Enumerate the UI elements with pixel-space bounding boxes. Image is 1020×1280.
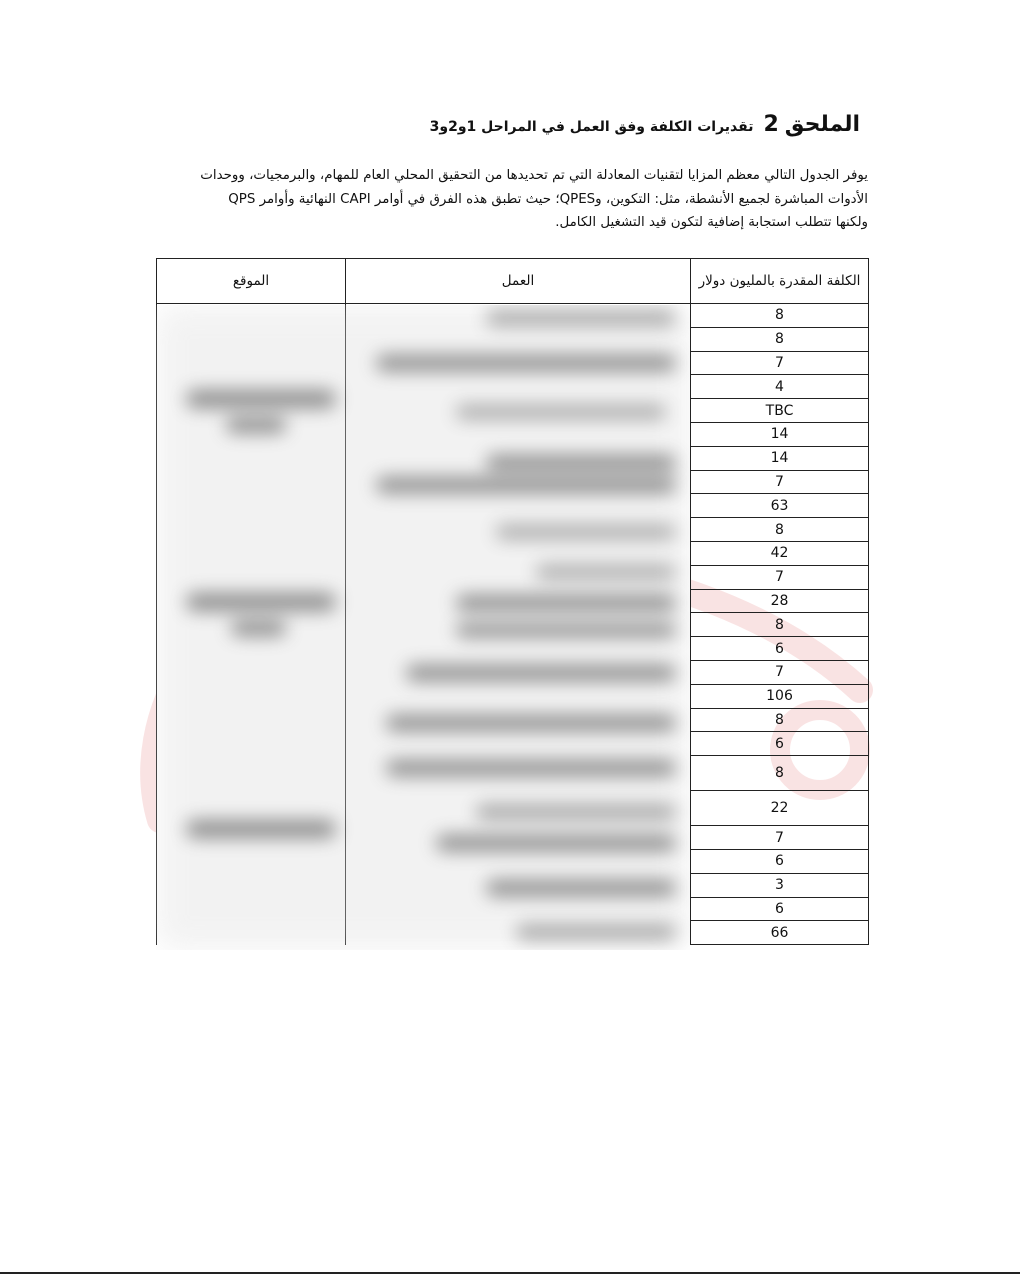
heading-label: الملحق	[784, 112, 860, 137]
cost-cell: 8	[691, 613, 869, 637]
heading-number: 2	[763, 112, 779, 137]
location-cell-redacted	[157, 304, 346, 945]
cost-cell: 8	[691, 708, 869, 732]
table-row	[157, 304, 869, 328]
cost-cell: 6	[691, 849, 869, 873]
intro-line: ولكنها تتطلب استجابة إضافية لتكون قيد التشغيل الكامل.	[555, 215, 868, 230]
cost-cell: 22	[691, 791, 869, 826]
cost-cell: 14	[691, 446, 869, 470]
cost-cell: 8	[691, 304, 869, 328]
cost-cell: 6	[691, 637, 869, 661]
cost-cell: 106	[691, 684, 869, 708]
page-title	[160, 112, 860, 137]
cost-cell: 7	[691, 470, 869, 494]
cost-cell: 8	[691, 756, 869, 791]
cost-cell: 7	[691, 660, 869, 684]
header-location: الموقع	[157, 259, 346, 304]
cost-cell: 8	[691, 327, 869, 351]
cost-cell: 7	[691, 565, 869, 589]
cost-cell: 14	[691, 422, 869, 446]
header-work: العمل	[346, 259, 691, 304]
bottom-edge-line	[0, 1272, 1020, 1274]
cost-cell: 8	[691, 518, 869, 542]
table-header-row	[157, 259, 869, 304]
cost-cell: 28	[691, 589, 869, 613]
cost-cell: TBC	[691, 399, 869, 423]
cost-cell: 42	[691, 541, 869, 565]
header-cost: الكلفة المقدرة بالمليون دولار	[691, 259, 869, 304]
cost-cell: 63	[691, 494, 869, 518]
cost-cell: 3	[691, 873, 869, 897]
intro-paragraph	[153, 164, 868, 235]
cost-cell: 7	[691, 826, 869, 850]
cost-cell: 6	[691, 732, 869, 756]
cost-cell: 7	[691, 351, 869, 375]
cost-estimates-table	[156, 258, 869, 945]
cost-cell: 66	[691, 921, 869, 945]
intro-line: الأدوات المباشرة لجميع الأنشطة، مثل: التكوين، وQPES؛ حيث تطبق هذه الفرق في أوامر CAPI النهائية وأوامر QPS	[228, 191, 868, 207]
work-cell-redacted	[346, 304, 691, 945]
cost-cell: 4	[691, 375, 869, 399]
heading-subtitle: تقديرات الكلفة وفق العمل في المراحل 1و2و3	[429, 119, 754, 135]
cost-cell: 6	[691, 897, 869, 921]
intro-line: يوفر الجدول التالي معظم المزايا لتقنيات المعادلة التي تم تحديدها من التحقيق المحلي العام للمهام، والبرمجيات، ووحدات	[200, 168, 868, 183]
